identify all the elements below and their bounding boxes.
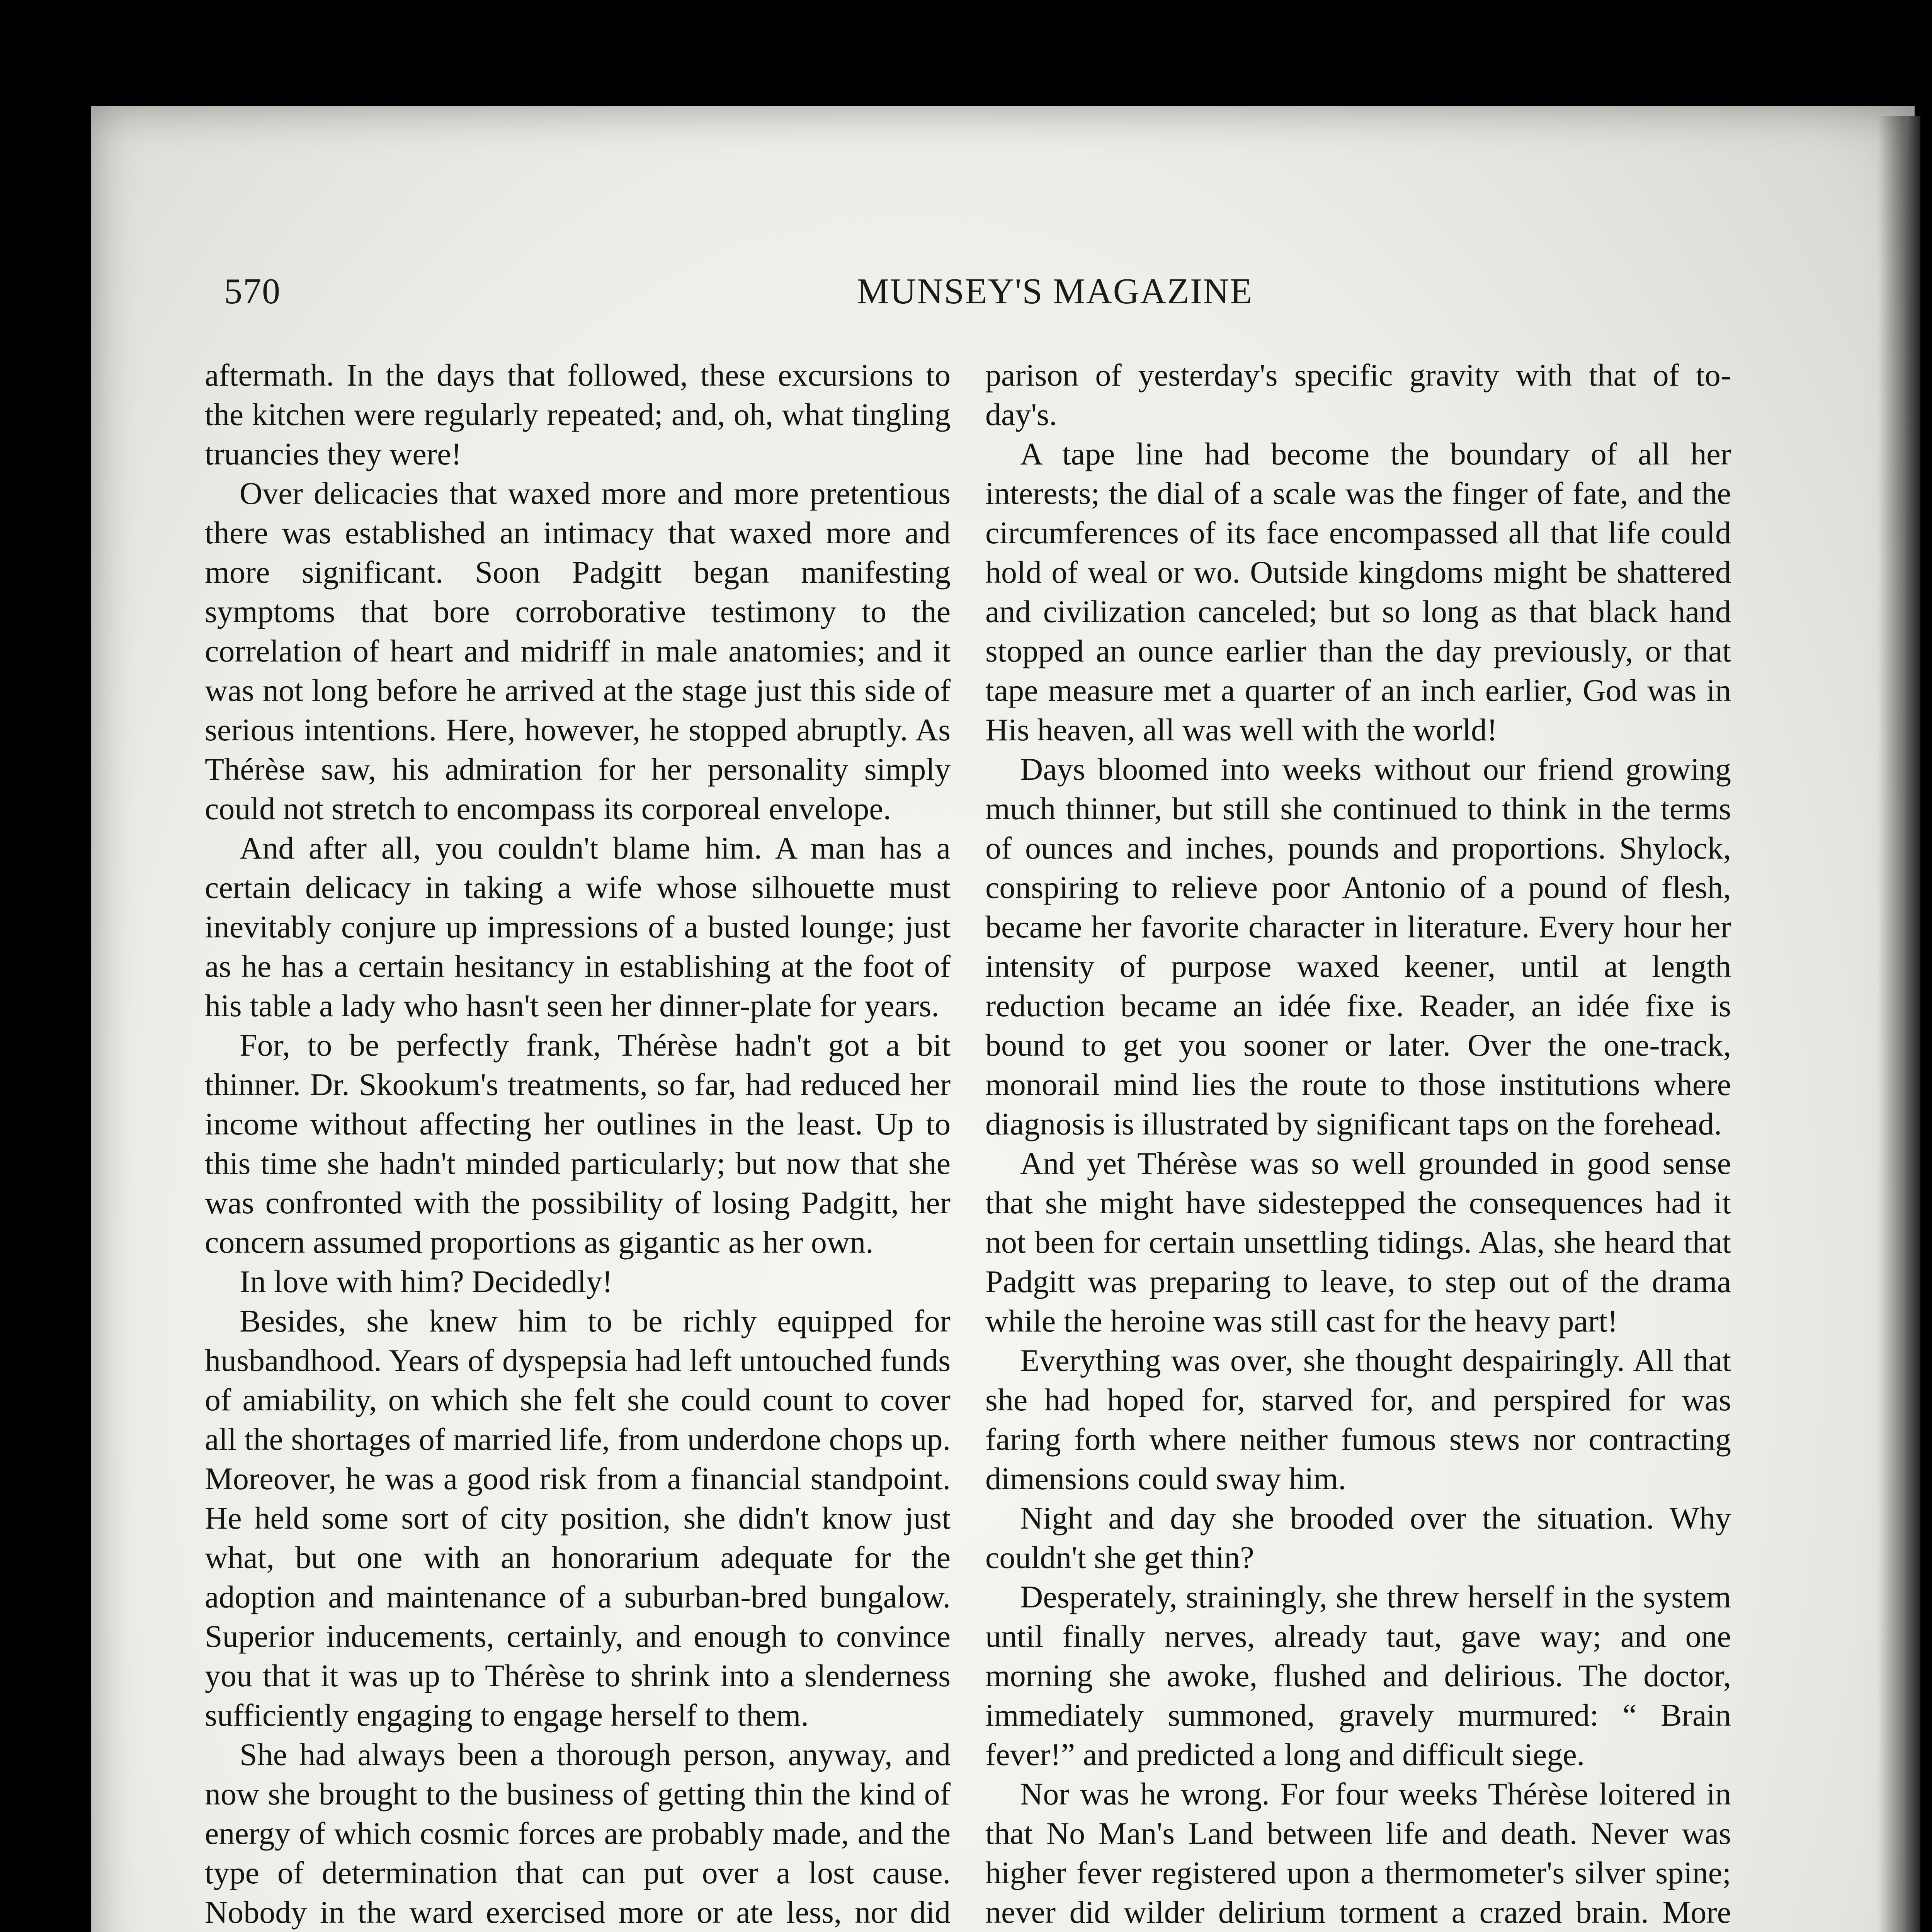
- page-header: [224, 270, 1723, 321]
- paragraph: In love with him? Decidedly!: [240, 1264, 613, 1299]
- paragraph: Everything was over, she thought despairingly. All that she had hoped for, starved for, and perspired for was faring forth where neither fumous stews nor contracting dimensions could sway him.: [985, 1343, 1731, 1496]
- paragraph: And yet Thérèse was so well grounded in good sense that she might have sidestepped the consequences had it not been for certain unsettling tidings. Alas, she heard that Padgitt was preparing to leave, to step out of the drama while the heroine was still cast for the heavy part!: [985, 1146, 1731, 1338]
- paragraph: A tape line had become the boundary of all her interests; the dial of a scale was the finger of fate, and the circumferences of its face encompassed all that life could hold of weal or wo. Outside kingdoms might be shattered and civilization canceled; but so long as that black hand stopped an ounce earlier than the day previously, or that tape measure met a quarter of an inch earlier, God was in His heaven, all was well with the world!: [985, 436, 1731, 747]
- paragraph: Desperately, strainingly, she threw herself in the system until finally nerves, already taut, gave way; and one morning she awoke, flushed and delirious. The doctor, immediately summoned, gravely murmured: “ Brain fever!” and predicted a long and difficult siege.: [985, 1579, 1731, 1772]
- paragraph: Nor was he wrong. For four weeks Thérèse loitered in that No Man's Land between life and death. Never was higher fever registered upon a thermometer's silver spine; never did wilder delirium torment a crazed brain. More: [985, 1776, 1731, 1930]
- paragraph: Besides, she knew him to be richly equipped for husbandhood. Years of dyspepsia had left untouched funds of amiability, on which she felt she could count to cover all the shortages of married life, from underdone chops up. Moreover, he was a good risk from a financial standpoint. He held some sort of city position, she didn't know just what, but one with an honorarium adequate for the adoption and maintenance of a suburban-bred bungalow. Superior inducements, certainly, and enough to convince you that it was up to Thérèse to shrink into a slenderness sufficiently engaging to engage herself to them.: [205, 1303, 951, 1733]
- paragraph: Days bloomed into weeks without our friend growing much thinner, but still she continued to think in the terms of ounces and inches, pounds and proportions. Shylock, conspiring to relieve poor Antonio of a pound of flesh, became her favorite character in literature. Every hour her intensity of purpose waxed keener, until at length reduction became an idée fixe. Reader, an idée fixe is bound to get you sooner or later. Over the one-track, monorail mind lies the route to those institutions where diagnosis is illustrated by significant taps on the forehead.: [985, 752, 1731, 1141]
- page-number: 570: [224, 271, 281, 311]
- left-column: [205, 355, 951, 1932]
- paragraph: She had always been a thorough person, anyway, and now she brought to the business of getting thin the kind of energy of which cosmic forces are probably made, and the type of determination that can put over a lost cause. Nobody in the ward exercised more or ate less, nor did: [205, 1737, 951, 1930]
- paragraph: For, to be perfectly frank, Thérèse hadn't got a bit thinner. Dr. Skookum's treatments, so far, had reduced her income without affecting her outlines in the least. Up to this time she hadn't minded particularly; but now that she was confronted with the possibility of losing Padgitt, her concern assumed proportions as gigantic as her own.: [205, 1027, 951, 1260]
- paragraph: Night and day she brooded over the situation. Why couldn't she get thin?: [985, 1500, 1731, 1575]
- next-page-edge: [1905, 116, 1920, 1932]
- running-title: MUNSEY'S MAGAZINE: [857, 271, 1253, 311]
- right-column: [985, 355, 1731, 1932]
- paragraph: aftermath. In the days that followed, these excursions to the kitchen were regularly repeated; and, oh, what tingling truancies they were!: [205, 357, 951, 471]
- paragraph: parison of yesterday's specific gravity with that of to-day's.: [985, 357, 1731, 432]
- paragraph: And after all, you couldn't blame him. A man has a certain delicacy in taking a wife whose silhouette must inevitably conjure up impressions of a busted lounge; just as he has a certain hesitancy in establishing at the foot of his table a lady who hasn't seen her dinner-plate for years.: [205, 830, 951, 1023]
- paragraph: Over delicacies that waxed more and more pretentious there was established an intimacy that waxed more and more significant. Soon Padgitt began manifesting symptoms that bore corroborative testimony to the correlation of heart and midriff in male anatomies; and it was not long before he arrived at the stage just this side of serious intentions. Here, however, he stopped abruptly. As Thérèse saw, his admiration for her personality simply could not stretch to encompass its corporeal envelope.: [205, 476, 951, 826]
